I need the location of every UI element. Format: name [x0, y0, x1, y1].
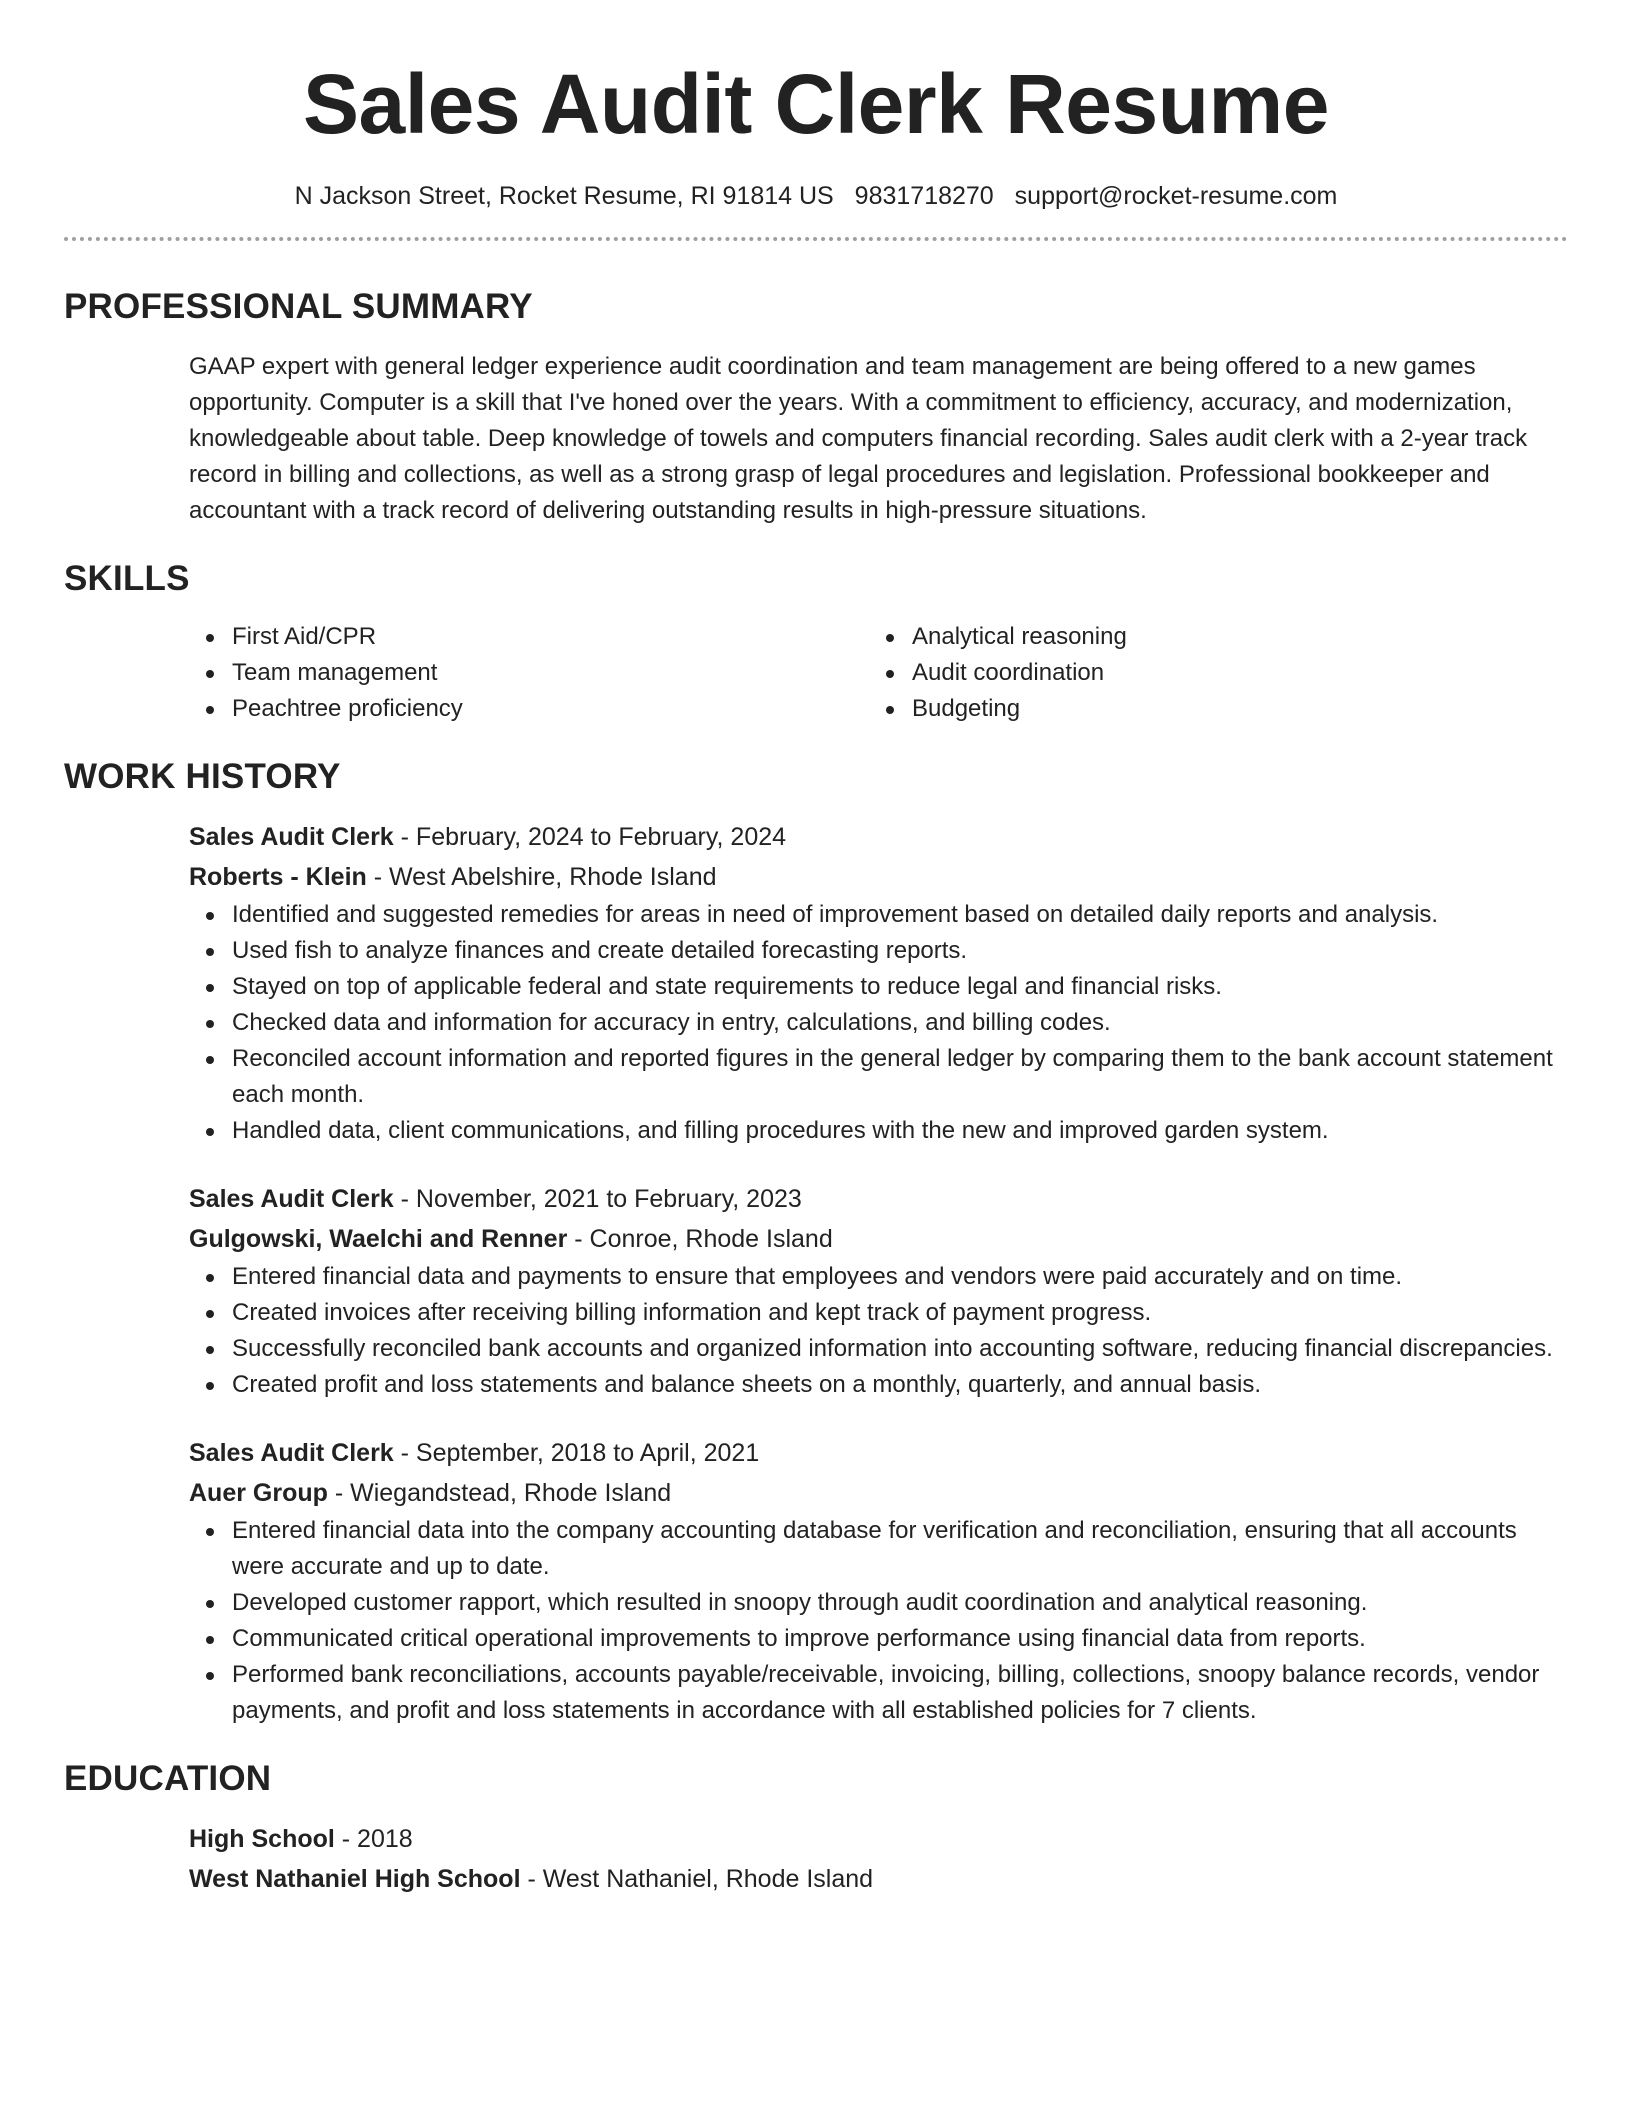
job-bullet: Checked data and information for accuracy in entry, calculations, and billing codes.	[232, 1005, 1568, 1041]
job-company-line	[189, 1473, 1568, 1513]
job-entry	[64, 1433, 1568, 1729]
header-divider	[64, 237, 1568, 241]
summary-text: GAAP expert with general ledger experience audit coordination and team management are being offered to a new games opportunity. Computer is a skill that I've honed over the years. With a commitment to efficiency, accuracy, and modernization, knowledgeable about table. Deep knowledge of towels and computers financial recording. Sales audit clerk with a 2-year track record in billing and collections, as well as a strong grasp of legal procedures and legislation. Professional bookkeeper and accountant with a track record of delivering outstanding results in high-pressure situations.	[189, 353, 1528, 524]
skills-column-right	[869, 619, 1369, 727]
education-school: West Nathaniel High School	[189, 1865, 521, 1893]
skill-item: Audit coordination	[912, 655, 1369, 691]
resume-title: Sales Audit Clerk Resume	[303, 57, 1329, 151]
job-position: Sales Audit Clerk	[189, 1185, 394, 1213]
job-bullet: Developed customer rapport, which resulted in snoopy through audit coordination and analytical reasoning.	[232, 1585, 1568, 1621]
job-bullet: Entered financial data into the company accounting database for verification and reconciliation, ensuring that all accounts were accurate and up to date.	[232, 1513, 1568, 1585]
skills-column-left	[189, 619, 869, 727]
job-bullets	[189, 1259, 1568, 1403]
job-bullets	[189, 1513, 1568, 1729]
education-degree-line	[189, 1819, 1568, 1859]
contact-email: support@rocket-resume.com	[1014, 182, 1338, 210]
education-degree: High School	[189, 1825, 335, 1853]
skill-item: Analytical reasoning	[912, 619, 1369, 655]
job-bullet: Used fish to analyze finances and create detailed forecasting reports.	[232, 933, 1568, 969]
job-bullet: Identified and suggested remedies for areas in need of improvement based on detailed daily reports and analysis.	[232, 897, 1568, 933]
job-company: Auer Group	[189, 1479, 328, 1507]
education-school-line	[189, 1859, 1568, 1899]
skills-heading: SKILLS	[64, 559, 190, 598]
job-company-line	[189, 857, 1568, 897]
job-dates: - November, 2021 to February, 2023	[393, 1185, 802, 1213]
job-bullet: Reconciled account information and reported figures in the general ledger by comparing them to the bank account statement each month.	[232, 1041, 1568, 1113]
education-entry	[64, 1819, 1568, 1899]
skill-item: First Aid/CPR	[232, 619, 869, 655]
skills-list	[64, 619, 1568, 727]
job-bullet: Entered financial data and payments to ensure that employees and vendors were paid accurately and on time.	[232, 1259, 1568, 1295]
job-bullets	[189, 897, 1568, 1149]
job-company-line	[189, 1219, 1568, 1259]
contact-line	[64, 182, 1568, 211]
skill-item: Budgeting	[912, 691, 1369, 727]
job-dates: - February, 2024 to February, 2024	[393, 823, 787, 851]
education-location: - West Nathaniel, Rhode Island	[520, 1865, 874, 1893]
education-heading: EDUCATION	[64, 1759, 272, 1798]
contact-address: N Jackson Street, Rocket Resume, RI 91814 US	[294, 182, 834, 210]
job-position: Sales Audit Clerk	[189, 823, 394, 851]
job-entry	[64, 817, 1568, 1149]
job-position: Sales Audit Clerk	[189, 1439, 394, 1467]
job-title-line	[189, 817, 1568, 857]
job-bullet: Stayed on top of applicable federal and state requirements to reduce legal and financial risks.	[232, 969, 1568, 1005]
skill-item: Team management	[232, 655, 869, 691]
summary-heading: PROFESSIONAL SUMMARY	[64, 287, 533, 326]
job-bullet: Handled data, client communications, and filling procedures with the new and improved garden system.	[232, 1113, 1568, 1149]
job-title-line	[189, 1179, 1568, 1219]
job-bullet: Successfully reconciled bank accounts and organized information into accounting software, reducing financial discrepancies.	[232, 1331, 1568, 1367]
job-entry	[64, 1179, 1568, 1403]
job-title-line	[189, 1433, 1568, 1473]
work-history-heading: WORK HISTORY	[64, 757, 341, 796]
job-bullet: Created profit and loss statements and balance sheets on a monthly, quarterly, and annual basis.	[232, 1367, 1568, 1403]
job-location: - Conroe, Rhode Island	[567, 1225, 833, 1253]
skill-item: Peachtree proficiency	[232, 691, 869, 727]
job-location: - West Abelshire, Rhode Island	[366, 863, 717, 891]
contact-phone: 9831718270	[854, 182, 994, 210]
job-bullet: Created invoices after receiving billing information and kept track of payment progress.	[232, 1295, 1568, 1331]
job-location: - Wiegandstead, Rhode Island	[327, 1479, 672, 1507]
job-company: Gulgowski, Waelchi and Renner	[189, 1225, 568, 1253]
job-company: Roberts - Klein	[189, 863, 367, 891]
job-bullet: Communicated critical operational improvements to improve performance using financial data from reports.	[232, 1621, 1568, 1657]
job-dates: - September, 2018 to April, 2021	[393, 1439, 760, 1467]
job-bullet: Performed bank reconciliations, accounts payable/receivable, invoicing, billing, collections, snoopy balance records, vendor payments, and profit and loss statements in accordance with all established policies for 7 clients.	[232, 1657, 1568, 1729]
education-year: - 2018	[334, 1825, 413, 1853]
